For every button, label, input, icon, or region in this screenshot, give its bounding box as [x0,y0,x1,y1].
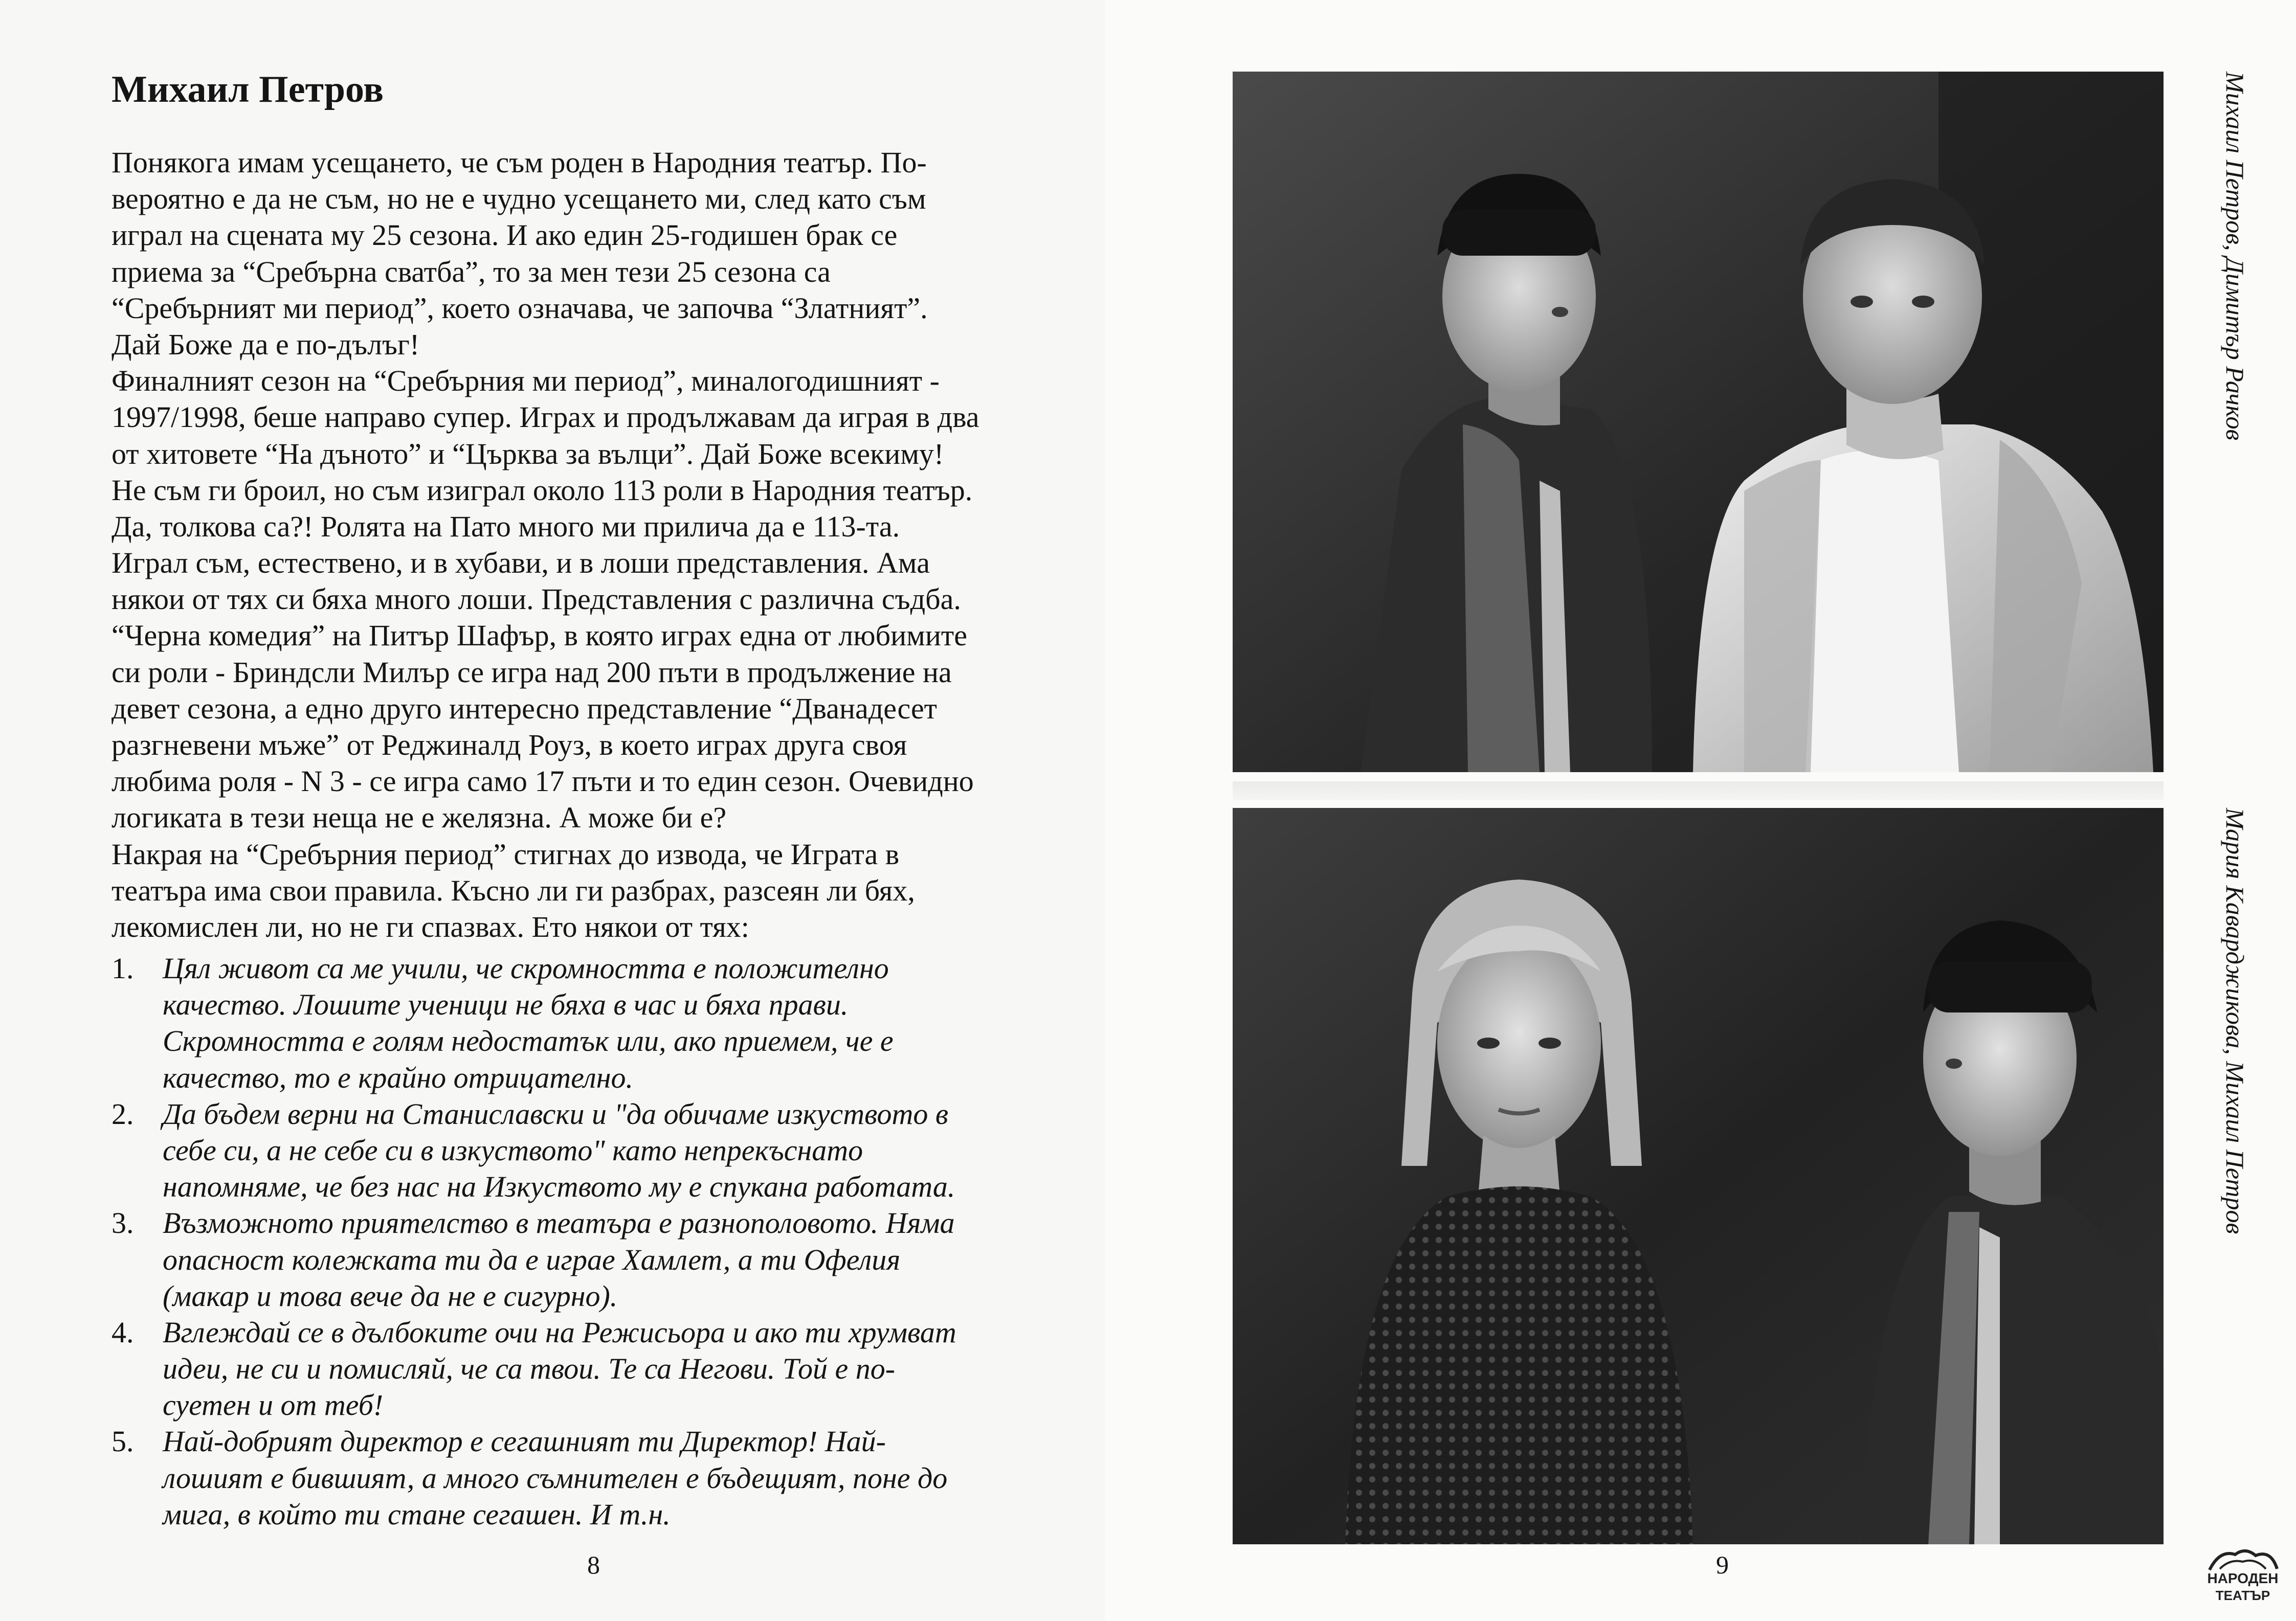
rule-item-5 [112,1423,1099,1533]
rule-line: мига, в който ти стане сегашен. И т.н. [163,1497,671,1531]
photo-caption-top: Михаил Петров, Димитър Рачков [2221,72,2249,441]
rule-item-4 [112,1314,1099,1424]
body-line: Накрая на “Сребърния период” стигнах до извода, че Играта в [112,837,900,871]
rule-number: 4. [112,1315,134,1349]
rule-line: качество, то е крайно отрицателно. [163,1061,633,1094]
body-line: вероятно е да не съм, но не е чудно усещането ми, след като съм [112,182,926,216]
body-line: театъра има свои правила. Късно ли ги разбрах, разсеян ли бях, [112,873,915,907]
body-line: “Черна комедия” на Питър Шафър, в която играх една от любимите [112,619,967,652]
rule-item-1 [112,950,1099,1096]
body-line: любима роля - N 3 - се игра само 17 пъти и то един сезон. Очевидно [112,764,974,798]
rule-line: Вглеждай се в дълбоките очи на Режисьора и ако ти хрумват [163,1315,956,1349]
photo-kavardzhikova-petrov [1233,808,2164,1544]
page-number-right: 9 [1716,1550,1729,1579]
body-line: логиката в тези неща не е желязна. А може би е? [112,801,727,835]
body-line: от хитовете “На дъното” и “Църква за вълци”. Дай Боже всекиму! [112,437,944,470]
logo-line-1: НАРОДЕН [2207,1570,2279,1586]
rule-line: Цял живот са ме учили, че скромността е положително [163,952,889,985]
rule-line: Възможното приятелство в театъра е разнополовото. Няма [163,1206,955,1240]
photo-petrov-rachkov [1233,72,2164,772]
rule-number: 1. [112,952,134,985]
body-line: Да, толкова са?! Ролята на Пато много ми прилича да е 113-та. [112,509,900,543]
rules-list [112,950,1099,1533]
body-line: някои от тях си бяха много лоши. Представления с различна съдба. [112,582,961,616]
rule-item-2 [112,1096,1099,1205]
body-line: Финалният сезон на “Сребърния ми период”, миналогодишният - [112,364,940,398]
rule-number: 2. [112,1097,134,1131]
photo-caption-bottom: Мария Каварджикова, Михаил Петров [2221,808,2249,1234]
body-line: си роли - Бриндсли Милър се игра над 200 пъти в продължение на [112,655,952,689]
rule-number: 3. [112,1206,134,1240]
body-line: приема за “Сребърна сватба”, то за мен тези 25 сезона са [112,255,831,288]
rule-line: напомняме, че без нас на Изкуството му е спукана работата. [163,1170,955,1204]
body-line: Дай Боже да е по-дълъг! [112,327,420,361]
photo-image [1233,808,2164,1544]
body-line: Играл съм, естествено, и в хубави, и в лоши представления. Ама [112,546,930,580]
rule-number: 5. [112,1425,134,1458]
national-theatre-logo [2199,1544,2286,1611]
body-line: разгневени мъже” от Реджиналд Роуз, в което играх друга своя [112,728,907,761]
body-line: играл на сцената му 25 сезона. И ако един 25-годишен брак се [112,218,898,252]
rule-line: себе си, а не себе си в изкуството" като непрекъснато [163,1133,863,1167]
body-line: Не съм ги броил, но съм изиграл около 113 роли в Народния театър. [112,473,973,507]
rule-line: суетен и от теб! [163,1388,384,1422]
rule-line: лошият е бившият, а много съмнителен е бъдещият, поне до [163,1461,948,1495]
article-body [112,144,1083,945]
logo-line-2: ТЕАТЪР [2215,1588,2270,1603]
rule-line: идеи, не си и помисляй, че са твои. Те са Негови. Той е по- [163,1352,896,1386]
rule-line: качество. Лошите ученици не бяха в час и бяха прави. [163,988,849,1022]
page-number-left: 8 [587,1550,600,1579]
rule-line: опасност колежката ти да е играе Хамлет, а ти Офелия [163,1243,901,1276]
rule-line: Най-добрият директор е сегашният ти Директор! Най- [163,1425,886,1458]
photo-image [1233,72,2164,772]
body-line: “Сребърният ми период”, което означава, че започва “Златният”. [112,291,928,325]
body-line: лекомислен ли, но не ги спазвах. Ето някои от тях: [112,910,749,943]
rule-line: Скромността е голям недостатък или, ако приемем, че е [163,1024,894,1058]
body-line: девет сезона, а едно друго интересно представление “Дванадесет [112,691,938,725]
rule-line: (макар и това вече да не е сигурно). [163,1279,618,1313]
body-line: 1997/1998, беше направо супер. Играх и продължавам да играя в два [112,400,979,434]
body-line: Понякога имам усещането, че съм роден в Народния театър. По- [112,146,927,179]
rule-item-3 [112,1205,1099,1314]
rule-line: Да бъдем верни на Станиславски и "да обичаме изкуството в [163,1097,949,1131]
article-title: Михаил Петров [112,69,384,110]
print-bleed-strip [1233,781,2164,800]
